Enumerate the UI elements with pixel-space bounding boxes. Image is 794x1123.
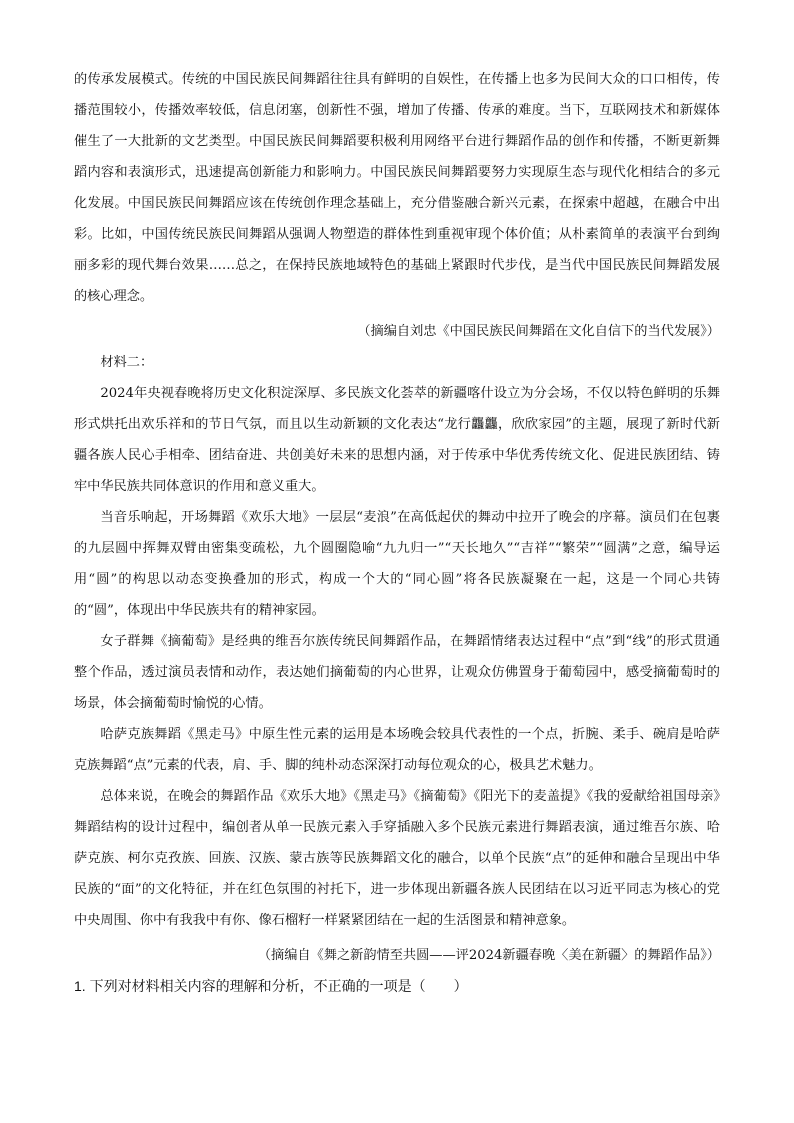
paragraph-material-2-4: 哈萨克族舞蹈《黑走马》中原生性元素的运用是本场晚会较具代表性的一个点，折腕、柔手、碗肩是哈萨克族舞蹈“点”元素的代表，肩、手、脚的纯朴动态深深打动每位观众的心，极具艺术魅力。 bbox=[74, 727, 720, 773]
paragraph-intro: 的传承发展模式。传统的中国民族民间舞蹈往往具有鲜明的自娱性，在传播上也多为民间大众的口口相传，传播范围较小，传播效率较低，信息闭塞，创新性不强，增加了传播、传承的难度。当下，互联网技术和新媒体催生了一大批新的文艺类型。中国民族民间舞蹈要积极利用网络平台进行舞蹈作品的创作和传播，不断更新舞蹈内容和表演形式，迅速提高创新能力和影响力。中国民族民间舞蹈要努力实现原生态与现代化相结合的多元化发展。中国民族民间舞蹈应该在传统创作理念基础上，充分借鉴融合新兴元素，在探索中超越，在融合中出彩。比如，中国传统民族民间舞蹈从强调人物塑造的群体性到重视审现个体价值；从朴素简单的表演平台到绚丽多彩的现代舞台效果……总之，在保持民族地域特色的基础上紧跟时代步伐，是当代中国民族民间舞蹈发展的核心理念。 bbox=[74, 72, 720, 304]
source-citation-1: （摘编自刘忠《中国民族民间舞蹈在文化自信下的当代发展》） bbox=[357, 324, 720, 339]
paragraph-material-2-3: 女子群舞《摘葡萄》是经典的维吾尔族传统民间舞蹈作品，在舞蹈情绪表达过程中“点”到“线”的形式贯通整个作品，透过演员表情和动作，表达她们摘葡萄的内心世界，让观众仿佛置身于葡萄园中，感受摘葡萄时的场景，体会摘葡萄时愉悦的心情。 bbox=[74, 634, 720, 711]
material-2-label: 材料二： bbox=[100, 355, 154, 370]
paragraph-material-2-5: 总体来说，在晚会的舞蹈作品《欢乐大地》《黑走马》《摘葡萄》《阳光下的麦盖提》《我的爱献给祖国母亲》舞蹈结构的设计过程中，编创者从单一民族元素入手穿插融入多个民族元素进行舞蹈表演，通过维吾尔族、哈萨克族、柯尔克孜族、回族、汉族、蒙古族等民族舞蹈文化的融合，以单个民族“点”的延伸和融合呈现出中华民族的“面”的文化特征，并在红色氛围的衬托下，进一步体现出新疆各族人民团结在以习近平同志为核心的党中央周围、你中有我我中有你、像石榴籽一样紧紧团结在一起的生活图景和精神意象。 bbox=[74, 789, 720, 928]
paragraph-material-2-1: 2024年央视春晚将历史文化积淀深厚、多民族文化荟萃的新疆喀什设立为分会场，不仅以特色鲜明的乐舞形式烘托出欢乐祥和的节日气氛，而且以生动新颖的文化表达“龙行龘龘，欣欣家园”的主题，展现了新时代新疆各族人民心手相牵、团结奋进、共创美好未来的思想内涵，对于传承中华优秀传统文化、促进民族团结、铸牢中华民族共同体意识的作用和意义重大。 bbox=[74, 386, 720, 494]
question-1: 1. 下列对材料相关内容的理解和分析，不正确的一项是（ ） bbox=[74, 978, 468, 994]
paragraph-material-2-2: 当音乐响起，开场舞蹈《欢乐大地》一层层“麦浪”在高低起伏的舞动中拉开了晚会的序幕。演员们在包裹的九层圆中挥舞双臂由密集变疏松，九个圆圈隐喻“九九归一”“天长地久”“吉祥”“繁荣”“圆满”之意，编导运用“圆”的构思以动态变换叠加的形式，构成一个大的“同心圆”将各民族凝聚在一起，这是一个同心共铸的“圆”，体现出中华民族共有的精神家园。 bbox=[74, 510, 720, 618]
document-page bbox=[74, 64, 720, 1002]
source-citation-2: （摘编自《舞之新韵情至共圆——评2024新疆春晚〈美在新疆〉的舞蹈作品》） bbox=[257, 948, 720, 963]
